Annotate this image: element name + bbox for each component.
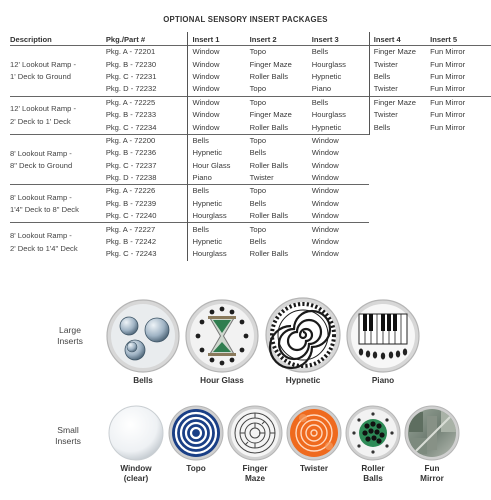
group-description bbox=[10, 134, 106, 185]
bells-label: Bells bbox=[133, 376, 153, 385]
insert-2-cell: Bells bbox=[249, 148, 267, 158]
package-cell: Pkg. A - 72227 bbox=[106, 223, 188, 236]
package-cell: Pkg. B - 72230 bbox=[105, 59, 157, 69]
insert-2-cell: Roller Balls bbox=[249, 211, 289, 221]
finger-maze-label-line2: Maze bbox=[244, 474, 266, 483]
insert-5-cell bbox=[430, 198, 491, 210]
group-description bbox=[10, 185, 106, 223]
insert-2-cell: Roller Balls bbox=[249, 71, 289, 81]
package-cell: Pkg. A - 72225 bbox=[106, 96, 188, 109]
insert-5-cell bbox=[430, 134, 491, 147]
piano-label: Piano bbox=[371, 376, 395, 385]
large-insert-piano bbox=[343, 298, 423, 386]
insert-4-cell bbox=[369, 210, 430, 223]
insert-2-cell: Finger Maze bbox=[249, 110, 292, 120]
insert-3-cell: Piano bbox=[311, 84, 332, 94]
twister-insert-icon bbox=[285, 404, 343, 462]
package-cell: Pkg. B - 72242 bbox=[105, 237, 157, 247]
insert-3-cell: Hypnetic bbox=[311, 122, 342, 132]
header-insert-2: Insert 2 bbox=[249, 35, 277, 44]
insert-3-cell: Window bbox=[311, 237, 339, 247]
insert-3-cell: Window bbox=[311, 160, 339, 170]
insert-5-cell: Fun Mirror bbox=[430, 110, 466, 120]
group-description-line: 8' Lookout Ramp - bbox=[10, 148, 72, 158]
insert-5-cell bbox=[430, 172, 491, 185]
small-insert-finger-maze bbox=[225, 404, 285, 484]
insert-5-cell bbox=[430, 147, 491, 159]
topo-insert-icon bbox=[167, 404, 225, 462]
insert-3-cell: Window bbox=[311, 148, 339, 158]
package-cell: Pkg. C - 72237 bbox=[105, 160, 157, 170]
package-cell: Pkg. B - 72236 bbox=[105, 148, 157, 158]
group-description bbox=[10, 96, 106, 134]
insert-4-cell: Twister bbox=[369, 109, 430, 121]
insert-3-cell: Hypnetic bbox=[311, 71, 342, 81]
topo-label: Topo bbox=[186, 464, 206, 473]
insert-1-cell: Window bbox=[188, 109, 250, 121]
insert-1-cell: Hypnetic bbox=[188, 147, 250, 159]
fun-mirror-label-line1: Fun bbox=[424, 464, 440, 473]
insert-5-cell: Fun Mirror bbox=[430, 96, 491, 109]
insert-2-cell: Twister bbox=[249, 173, 274, 183]
insert-1-cell: Bells bbox=[188, 134, 250, 147]
group-description bbox=[10, 223, 106, 261]
insert-3-cell: Window bbox=[312, 134, 370, 147]
insert-1-cell: Window bbox=[188, 121, 250, 134]
package-cell: Pkg. A - 72200 bbox=[106, 134, 188, 147]
group-description-line: 1' Deck to Ground bbox=[10, 72, 71, 82]
table-header-row bbox=[10, 32, 491, 46]
insert-3-cell: Window bbox=[311, 249, 339, 259]
roller-balls-insert-icon bbox=[344, 404, 402, 462]
header-description: Description bbox=[10, 35, 52, 44]
insert-4-cell bbox=[369, 236, 430, 248]
insert-1-cell: Window bbox=[188, 58, 250, 70]
insert-1-cell: Window bbox=[188, 96, 250, 109]
small-inserts-label-line2: Inserts bbox=[55, 436, 81, 446]
fun-mirror-label bbox=[402, 464, 462, 484]
small-insert-topo bbox=[166, 404, 226, 474]
package-cell: Pkg. A - 72226 bbox=[106, 185, 188, 198]
header-insert-1: Insert 1 bbox=[188, 32, 250, 46]
package-cell: Pkg. C - 72231 bbox=[105, 71, 157, 81]
small-insert-fun-mirror bbox=[402, 404, 462, 484]
header-insert-4: Insert 4 bbox=[369, 32, 430, 46]
fun-mirror-label-line2: Mirror bbox=[420, 474, 444, 483]
window-label-line1: Window bbox=[120, 464, 152, 473]
small-insert-twister bbox=[284, 404, 344, 474]
table-row bbox=[10, 223, 491, 236]
insert-2-cell: Bells bbox=[249, 237, 267, 247]
insert-4-cell bbox=[369, 248, 430, 260]
insert-1-cell: Window bbox=[188, 83, 250, 96]
insert-4-cell bbox=[369, 160, 430, 172]
insert-5-cell: Fun Mirror bbox=[430, 59, 466, 69]
hypnetic-label: Hypnetic bbox=[285, 376, 321, 385]
large-insert-hypnetic bbox=[261, 296, 345, 386]
insert-4-cell bbox=[369, 147, 430, 159]
insert-2-cell: Roller Balls bbox=[249, 249, 289, 259]
insert-1-cell: Window bbox=[188, 71, 250, 83]
group-description-line: 2' Deck to 1' Deck bbox=[10, 116, 71, 126]
finger-maze-label bbox=[225, 464, 285, 484]
table-row bbox=[10, 96, 491, 109]
insert-1-cell: Piano bbox=[188, 172, 250, 185]
insert-5-cell bbox=[430, 236, 491, 248]
table-row bbox=[10, 134, 491, 147]
table-row bbox=[10, 185, 491, 198]
insert-4-cell: Twister bbox=[369, 58, 430, 70]
insert-4-cell: Bells bbox=[369, 121, 430, 134]
group-description bbox=[10, 46, 106, 97]
insert-2-cell: Topo bbox=[250, 223, 312, 236]
insert-5-cell bbox=[430, 160, 491, 172]
bells-insert-icon bbox=[105, 298, 181, 374]
insert-3-cell: Window bbox=[311, 173, 339, 183]
insert-5-cell: Fun Mirror bbox=[430, 122, 466, 132]
package-cell: Pkg. A - 72201 bbox=[106, 46, 188, 59]
insert-3-cell: Bells bbox=[312, 96, 370, 109]
group-description-line: 8' Lookout Ramp - bbox=[10, 231, 72, 241]
insert-4-cell bbox=[369, 185, 430, 198]
small-insert-window bbox=[106, 404, 166, 484]
finger-maze-insert-icon bbox=[226, 404, 284, 462]
insert-5-cell: Fun Mirror bbox=[430, 84, 466, 94]
hypnetic-insert-icon bbox=[264, 296, 342, 374]
insert-5-cell bbox=[430, 185, 491, 198]
hourglass-insert-icon bbox=[184, 298, 260, 374]
insert-2-cell: Topo bbox=[250, 96, 312, 109]
insert-2-cell: Topo bbox=[250, 185, 312, 198]
package-cell: Pkg. D - 72238 bbox=[105, 173, 157, 183]
window-label bbox=[106, 464, 166, 484]
insert-1-cell: Hypnetic bbox=[188, 198, 250, 210]
package-cell: Pkg. D - 72232 bbox=[105, 84, 157, 94]
insert-4-cell: Finger Maze bbox=[369, 46, 430, 59]
insert-2-cell: Topo bbox=[250, 46, 312, 59]
insert-4-cell bbox=[369, 198, 430, 210]
window-label-line2: (clear) bbox=[123, 474, 149, 483]
header-insert-5: Insert 5 bbox=[430, 35, 458, 44]
insert-2-cell: Roller Balls bbox=[249, 160, 289, 170]
group-description-line: 2' Deck to 1'4" Deck bbox=[10, 243, 78, 253]
insert-3-cell: Hourglass bbox=[311, 110, 346, 120]
large-inserts-label-line2: Inserts bbox=[57, 336, 83, 346]
insert-5-cell: Fun Mirror bbox=[430, 46, 491, 59]
insert-1-cell: Bells bbox=[188, 223, 250, 236]
roller-balls-label bbox=[343, 464, 403, 484]
insert-2-cell: Roller Balls bbox=[249, 122, 289, 132]
insert-4-cell bbox=[369, 172, 430, 185]
small-insert-roller-balls bbox=[343, 404, 403, 484]
group-description-line: 1'4" Deck to 8" Deck bbox=[10, 205, 79, 215]
insert-3-cell: Bells bbox=[312, 46, 370, 59]
insert-4-cell: Twister bbox=[369, 83, 430, 96]
twister-label: Twister bbox=[299, 464, 329, 473]
small-inserts-label bbox=[38, 425, 98, 447]
insert-1-cell: Hourglass bbox=[188, 248, 250, 260]
insert-4-cell: Finger Maze bbox=[369, 96, 430, 109]
insert-3-cell: Hourglass bbox=[311, 59, 346, 69]
insert-1-cell: Hourglass bbox=[188, 210, 250, 223]
insert-4-cell bbox=[369, 134, 430, 147]
package-cell: Pkg. B - 72239 bbox=[105, 198, 157, 208]
group-description-line: 12' Lookout Ramp - bbox=[10, 104, 77, 114]
package-cell: Pkg. C - 72243 bbox=[105, 249, 157, 259]
small-inserts-label-line1: Small bbox=[57, 425, 79, 435]
insert-5-cell bbox=[430, 210, 491, 223]
large-insert-bells bbox=[103, 298, 183, 386]
insert-5-cell: Fun Mirror bbox=[430, 71, 466, 81]
header-package: Pkg./Part # bbox=[105, 35, 146, 44]
insert-3-cell: Window bbox=[311, 211, 339, 221]
package-cell: Pkg. C - 72240 bbox=[105, 211, 157, 221]
insert-5-cell bbox=[430, 223, 491, 236]
insert-5-cell bbox=[430, 248, 491, 260]
table-row bbox=[10, 46, 491, 59]
insert-4-cell: Bells bbox=[369, 71, 430, 83]
insert-3-cell: Window bbox=[312, 223, 370, 236]
insert-1-cell: Hour Glass bbox=[188, 160, 250, 172]
roller-balls-label-line2: Balls bbox=[363, 474, 383, 483]
finger-maze-label-line1: Finger bbox=[242, 464, 268, 473]
insert-3-cell: Window bbox=[312, 185, 370, 198]
fun-mirror-insert-icon bbox=[403, 404, 461, 462]
roller-balls-label-line1: Roller bbox=[361, 464, 385, 473]
insert-4-cell bbox=[369, 223, 430, 236]
insert-packages-table bbox=[10, 32, 491, 261]
insert-1-cell: Hypnetic bbox=[188, 236, 250, 248]
large-insert-hour-glass bbox=[182, 298, 262, 386]
group-description-line: 8' Lookout Ramp - bbox=[10, 193, 72, 203]
page-title: OPTIONAL SENSORY INSERT PACKAGES bbox=[163, 15, 328, 24]
package-cell: Pkg. B - 72233 bbox=[105, 110, 157, 120]
insert-1-cell: Bells bbox=[188, 185, 250, 198]
package-cell: Pkg. C - 72234 bbox=[105, 122, 157, 132]
hour-glass-label: Hour Glass bbox=[200, 376, 244, 385]
header-insert-3: Insert 3 bbox=[311, 35, 339, 44]
piano-insert-icon bbox=[345, 298, 421, 374]
large-inserts-label bbox=[40, 325, 100, 347]
insert-2-cell: Topo bbox=[250, 134, 312, 147]
window-insert-icon bbox=[107, 404, 165, 462]
insert-3-cell: Window bbox=[311, 198, 339, 208]
insert-2-cell: Topo bbox=[249, 84, 267, 94]
group-description-line: 12' Lookout Ramp - bbox=[10, 60, 77, 70]
insert-2-cell: Finger Maze bbox=[249, 59, 292, 69]
insert-1-cell: Window bbox=[188, 46, 250, 59]
large-inserts-label-line1: Large bbox=[59, 325, 81, 335]
group-description-line: 8" Deck to Ground bbox=[10, 161, 73, 171]
insert-2-cell: Bells bbox=[249, 198, 267, 208]
